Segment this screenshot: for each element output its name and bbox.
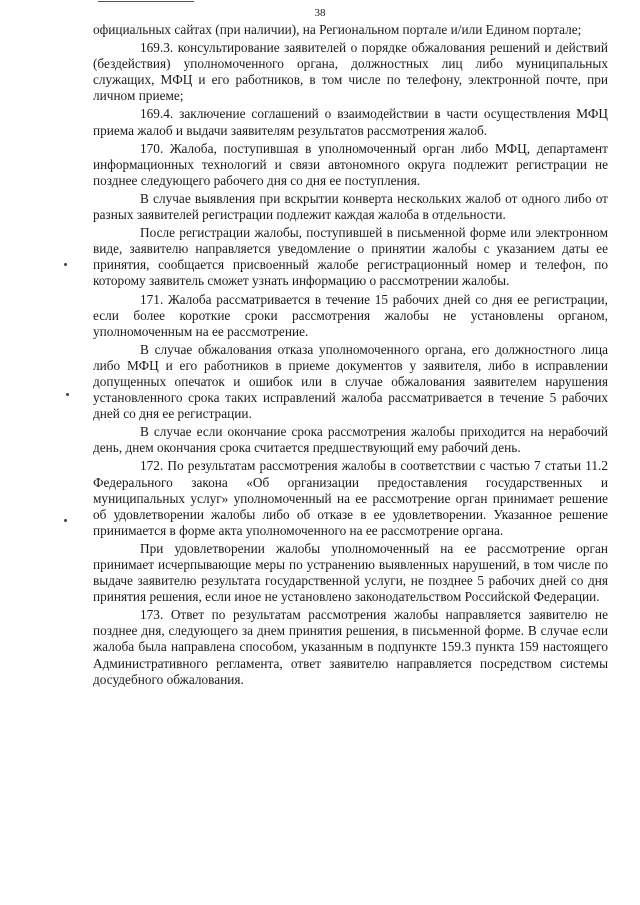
margin-dot [64, 519, 67, 522]
paragraph-172: 172. По результатам рассмотрения жалобы в соответствии с частью 7 статьи 11.2 Федерального закона «Об организации предоставления государственных и муниципальных услуг» уполномоченный на ее рассмотрение орган принимает решение об удовлетворении жалобы либо об отказе в ее удовлетворении. Указанное решение принимается в форме акта уполномоченного на ее рассмотрение органа. [93, 458, 608, 538]
paragraph-171: 171. Жалоба рассматривается в течение 15 рабочих дней со дня ее регистрации, если более короткие сроки рассмотрения жалобы не установлены органом, уполномоченным на ее рассмотрение. [93, 291, 608, 339]
page-number: 38 [314, 7, 326, 19]
paragraph-portal-continuation: официальных сайтах (при наличии), на Региональном портале и/или Едином портале; [93, 22, 582, 37]
paragraph-172-satisfaction: При удовлетворении жалобы уполномоченный на ее рассмотрение орган принимает исчерпывающие меры по устранению выявленных нарушений, в том числе по выдаче заявителю результата государственной услуги, не позднее 5 рабочих дней со дня принятия решения, если иное не установлено законодательством Российской Федерации. [93, 540, 608, 605]
margin-dot [64, 263, 67, 266]
paragraph-171-refusal: В случае обжалования отказа уполномоченного органа, его должностного лица либо МФЦ и его работников в приеме документов у заявителя, либо в исправлении допущенных опечаток и ошибок или в случае обжалования заявителем нарушения установленного срока таких исправлений жалоба рассматривается в течение 5 рабочих дней со дня ее регистрации. [93, 341, 608, 422]
paragraph-171-nonworking-day: В случае если окончание срока рассмотрения жалобы приходится на нерабочий день, днем окончания срока считается предшествующий ему рабочий день. [93, 424, 608, 456]
top-rule [98, 1, 194, 2]
paragraph-170-notification: После регистрации жалобы, поступившей в письменной форме или электронном виде, заявителю направляется уведомление о принятии жалобы с указанием даты ее принятия, сообщается присвоенный жалобе регистрационный номер и телефон, по которому заявитель сможет узнать информацию о рассмотрении жалобы. [93, 225, 608, 289]
paragraph-169-3: 169.3. консультирование заявителей о порядке обжалования решений и действий (бездействия) уполномоченного органа, должностных лиц либо муниципальных служащих, МФЦ и его работников, в том числе по телефону, электронной почте, при личном приеме; [93, 40, 608, 104]
paragraph-173: 173. Ответ по результатам рассмотрения жалобы направляется заявителю не позднее дня, следующего за днем принятия решения, в письменной форме. В случае если жалоба была направлена способом, указанным в подпункте 159.3 пункта 159 настоящего Административного регламента, ответ заявителю направляется посредством системы досудебного обжалования. [93, 607, 608, 687]
margin-dot [66, 393, 69, 396]
paragraph-170: 170. Жалоба, поступившая в уполномоченный орган либо МФЦ, департамент информационных технологий и связи автономного округа подлежит регистрации не позднее следующего рабочего дня со дня ее поступления. [93, 140, 608, 188]
document-body [93, 22, 608, 690]
paragraph-170-multiple-complaints: В случае выявления при вскрытии конверта нескольких жалоб от одного либо от разных заявителей регистрации подлежит каждая жалоба в отдельности. [93, 190, 608, 223]
paragraph-169-4: 169.4. заключение соглашений о взаимодействии в части осуществления МФЦ приема жалоб и выдачи заявителям результатов рассмотрения жалоб. [93, 106, 608, 138]
